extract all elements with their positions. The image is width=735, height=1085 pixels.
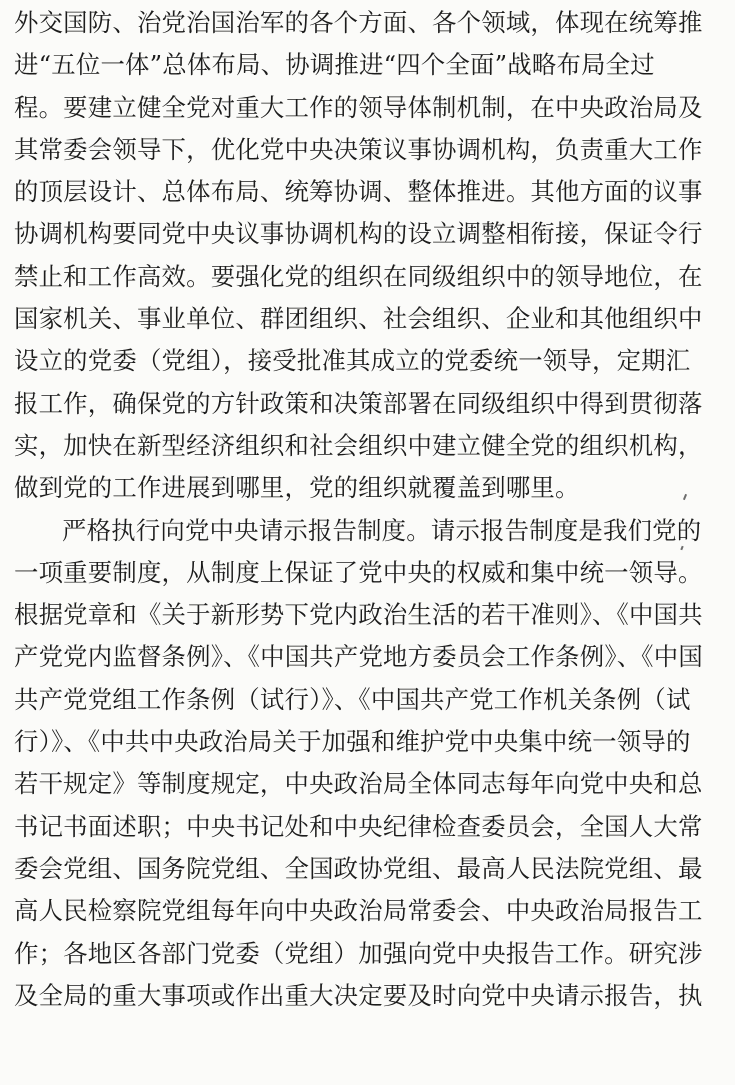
text-line: 实，加快在新型经济组织和社会组织中建立健全党的组织机构， <box>14 430 703 460</box>
text-line-indented: 严格执行向党中央请示报告制度。请示报告制度是我们党的 <box>62 515 702 545</box>
text-line: 外交国防、治党治国治军的各个方面、各个领域，体现在统筹推 <box>14 8 703 37</box>
paragraph-1 <box>14 2 721 510</box>
text-line: 产党党内监督条例》、《中国共产党地方委员会工作条例》、《中国 <box>14 642 703 672</box>
text-line: 若干规定》等制度规定，中央政治局全体同志每年向党中央和总 <box>14 769 703 799</box>
paragraph-2 <box>14 510 721 1018</box>
text-line: 行）》、《中共中央政治局关于加强和维护党中央集中统一领导的 <box>14 727 691 757</box>
text-line: 书记书面述职；中央书记处和中央纪律检查委员会，全国人大常 <box>14 811 703 841</box>
text-line: 根据党章和《关于新形势下党内政治生活的若干准则》、《中国共 <box>14 600 703 630</box>
text-line: 高人民检察院党组每年向中央政治局常委会、中央政治局报告工 <box>14 896 703 926</box>
text-line: 委会党组、国务院党组、全国政协党组、最高人民法院党组、最 <box>14 853 703 883</box>
text-line: 进“五位一体”总体布局、协调推进“四个全面”战略布局全过 <box>14 50 655 80</box>
text-line: 禁止和工作高效。要强化党的组织在同级组织中的领导地位，在 <box>14 261 703 291</box>
text-line: 的顶层设计、总体布局、统筹协调、整体推进。其他方面的议事 <box>14 177 703 207</box>
text-line: 共产党党组工作条例（试行）》、《中国共产党工作机关条例（试 <box>14 684 691 714</box>
text-line: 作；各地区各部门党委（党组）加强向党中央报告工作。研究涉 <box>14 938 703 968</box>
text-line: 做到党的工作进展到哪里，党的组织就覆盖到哪里。 <box>14 473 580 503</box>
text-line: 协调机构要同党中央议事协调机构的设立调整相衔接，保证令行 <box>14 219 703 249</box>
text-line: 国家机关、事业单位、群团组织、社会组织、企业和其他组织中 <box>14 304 703 334</box>
text-line: 其常委会领导下，优化党中央决策议事协调机构，负责重大工作 <box>14 134 703 164</box>
text-line: 程。要建立健全党对重大工作的领导体制机制，在中央政治局及 <box>14 92 703 122</box>
text-line: 报工作，确保党的方针政策和决策部署在同级组织中得到贯彻落 <box>14 388 703 418</box>
text-line: 设立的党委（党组），接受批准其成立的党委统一领导，定期汇 <box>14 346 691 376</box>
text-line: 一项重要制度，从制度上保证了党中央的权威和集中统一领导。 <box>14 557 703 587</box>
text-line: 及全局的重大事项或作出重大决定要及时向党中央请示报告，执 <box>14 980 703 1010</box>
